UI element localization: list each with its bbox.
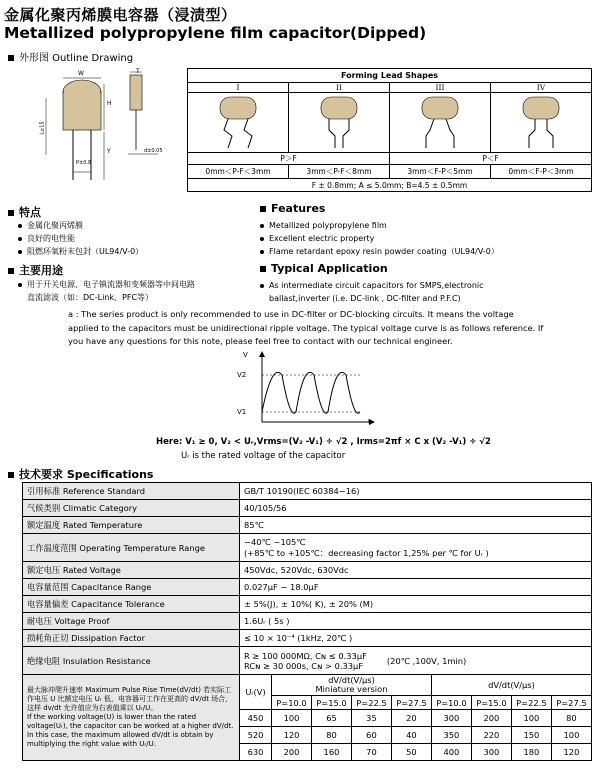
- bullet-dot-icon: [18, 237, 22, 241]
- app-en-heading: [260, 262, 388, 275]
- spec-label: 耐电压 Voltage Proof: [23, 613, 240, 630]
- dvdt-cell: 80: [311, 727, 351, 744]
- spec-label: 工作温度范围 Operating Temperature Range: [23, 534, 240, 562]
- outline-heading: [8, 49, 133, 64]
- lead-shape-iii: [390, 93, 491, 153]
- spec-label: 气候类别 Climatic Category: [23, 500, 240, 517]
- label-t: T: [136, 68, 140, 75]
- spec-label: 绝缘电阻 Insulation Resistance: [23, 647, 240, 675]
- list-item: 用于开关电源、电子镇流器和变频器等中间电路: [18, 278, 195, 291]
- wave-v-label: V: [243, 351, 248, 359]
- spec-value: 450Vdc, 520Vdc, 630Vdc: [240, 562, 592, 579]
- spec-label: 损耗角正切 Dissipation Factor: [23, 630, 240, 647]
- note-line: a : The series product is only recommended to use in DC-filter or DC-blocking circuits. It means the voltage: [68, 309, 514, 319]
- p-header: P=15.0: [311, 696, 351, 710]
- uses-cn-title: 主要用途: [19, 264, 63, 277]
- bullet-dot-icon: [260, 250, 264, 254]
- dvdt-cell: 120: [551, 744, 591, 761]
- dvdt-cell: 160: [311, 744, 351, 761]
- ur-cell: 520: [240, 727, 272, 744]
- dvdt-header: dV/dt(V/μs): [431, 675, 591, 696]
- voltage-waveform: [232, 350, 382, 430]
- spec-label: 额定电压 Rated Voltage: [23, 562, 240, 579]
- features-cn-list: [18, 219, 143, 258]
- dvdt-cell: 180: [511, 744, 551, 761]
- dvdt-cell: 300: [471, 744, 511, 761]
- ur-cell: 630: [240, 744, 272, 761]
- dvdt-cell: 60: [351, 727, 391, 744]
- p-header: P=15.0: [471, 696, 511, 710]
- dvdt-cell: 200: [272, 744, 312, 761]
- spec-value: 40/105/56: [240, 500, 592, 517]
- bullet-dot-icon: [18, 250, 22, 254]
- dvdt-cell: 120: [272, 727, 312, 744]
- title-cn: 金属化聚丙烯膜电容器（浸渍型）: [4, 6, 237, 24]
- p-header: P=10.0: [431, 696, 471, 710]
- specs-table: [22, 482, 592, 761]
- bullet-square-icon: [260, 266, 266, 272]
- specs-title-cn: 技术要求: [19, 468, 63, 481]
- lead-range: 0mm＜F-P＜3mm: [491, 165, 592, 179]
- label-d: d±0.05: [144, 148, 163, 154]
- p-header: P=27.5: [551, 696, 591, 710]
- bullet-square-icon: [8, 268, 14, 274]
- specs-heading: [8, 466, 153, 482]
- wave-v2-label: V2: [237, 371, 247, 379]
- dvdt-cell: 100: [272, 710, 312, 727]
- bullet-square-icon: [8, 210, 14, 216]
- features-cn-heading: [8, 204, 41, 220]
- dvdt-cell: 20: [391, 710, 431, 727]
- list-item: Metallized polypropylene film: [260, 219, 499, 232]
- bullet-square-icon: [8, 472, 14, 478]
- pulse-description: 最大脉冲爬升速率 Maximum Pulse Rise Time(dV/dt) 若实际工作电压 U 比额定电压 Uᵣ 低，电容器可工作在更高的 dV/dt 场合，这样 dv/dt 允许值应为右表值乘以 Uᵣ/U。 If the working voltage(U) is lower than the rated voltage(Uᵣ), the capacitor can be worked at a higher dV/dt. In this case, the maximum allowed dV/dt is obtain by multiplying the right value with Uᵣ/U.: [23, 675, 240, 761]
- dvdt-cell: 400: [431, 744, 471, 761]
- lead-range: 3mm＜F-P＜5mm: [390, 165, 491, 179]
- lead-title: Forming Lead Shapes: [188, 69, 592, 83]
- bullet-square-icon: [8, 55, 14, 61]
- wave-t-label: t: [368, 418, 371, 426]
- formula-line1: Here: V₁ ≥ 0, V₂ < Uᵣ,Vrms=(V₂ -V₁) ÷ √2 , Irms=2πf × C x (V₂ -V₁) ÷ √2: [156, 437, 491, 447]
- spec-value: R ≥ 100 000MΩ, Cɴ ≤ 0.33μF RCɴ ≥ 30 000s, Cɴ > 0.33μF (20℃ ,100V, 1min): [240, 647, 592, 675]
- title-en: Metallized polypropylene film capacitor(Dipped): [4, 24, 427, 42]
- dvdt-cell: 300: [431, 710, 471, 727]
- features-cn-title: 特点: [19, 206, 41, 219]
- specs-title-en: Specifications: [66, 468, 154, 481]
- lead-numeral: III: [390, 83, 491, 93]
- bullet-dot-icon: [260, 237, 264, 241]
- label-p: P±0.8: [76, 160, 92, 166]
- lead-shape-iv: [491, 93, 592, 153]
- list-item: Flame retardant epoxy resin powder coating（UL94/V-0）: [260, 245, 499, 258]
- ur-cell: 450: [240, 710, 272, 727]
- spec-value: 85℃: [240, 517, 592, 534]
- spec-value: GB/T 10190(IEC 60384−16): [240, 483, 592, 500]
- list-item: 良好的电性能: [18, 232, 143, 245]
- note-line: you have any questions for this note, please feel free to contact with our technical engineer.: [68, 336, 453, 346]
- dvdt-cell: 70: [351, 744, 391, 761]
- features-en-title: Features: [271, 202, 326, 215]
- bullet-square-icon: [260, 206, 266, 212]
- p-header: P=22.5: [511, 696, 551, 710]
- lead-shapes-table: [187, 68, 592, 192]
- list-item: As intermediate circuit capacitors for SMPS,electronic: [260, 279, 484, 292]
- dvdt-cell: 150: [511, 727, 551, 744]
- p-header: P=22.5: [351, 696, 391, 710]
- p-header: P=10.0: [272, 696, 312, 710]
- list-item: Excellent electric property: [260, 232, 499, 245]
- label-w: W: [78, 70, 84, 77]
- lead-pf-left: P＞F: [188, 153, 390, 165]
- dvdt-cell: 35: [351, 710, 391, 727]
- wave-v1-label: V1: [237, 408, 247, 416]
- dvdt-mini-header: dV/dt(V/μs) Miniature version: [272, 675, 432, 696]
- spec-value: ≤ 10 × 10⁻⁴ (1kHz, 20℃ ): [240, 630, 592, 647]
- lead-numeral: II: [289, 83, 390, 93]
- spec-value: 0.027μF − 18.0μF: [240, 579, 592, 596]
- uses-cn-heading: [8, 262, 63, 278]
- formula-line2: Uᵣ is the rated voltage of the capacitor: [181, 451, 346, 461]
- list-item: ballast,inverter (i.e. DC-link , DC-filter and P.F.C): [269, 294, 461, 303]
- spec-label: 引用标准 Reference Standard: [23, 483, 240, 500]
- lead-note: F ± 0.8mm; A ≤ 5.0mm; B=4.5 ± 0.5mm: [188, 179, 592, 192]
- app-en-title: Typical Application: [271, 262, 388, 275]
- dvdt-cell: 350: [431, 727, 471, 744]
- lead-pf-right: P＜F: [390, 153, 592, 165]
- dvdt-cell: 80: [551, 710, 591, 727]
- label-h: H: [107, 100, 112, 107]
- lead-range: 0mm＜P-F＜3mm: [188, 165, 289, 179]
- dvdt-cell: 100: [511, 710, 551, 727]
- dvdt-cell: 65: [311, 710, 351, 727]
- spec-value: 1.6Uᵣ ( 5s ): [240, 613, 592, 630]
- lead-numeral: I: [188, 83, 289, 93]
- p-header: P=27.5: [391, 696, 431, 710]
- lead-range: 3mm＜P-F＜8mm: [289, 165, 390, 179]
- app-en-list: [260, 279, 484, 305]
- lead-numeral: IV: [491, 83, 592, 93]
- spec-label: 电容量偏差 Capacitance Tolerance: [23, 596, 240, 613]
- note-line: applied to the capacitors must be unidirectional ripple voltage. The typical voltage curve is as follows reference. If: [68, 322, 544, 333]
- list-item: 直流滤波（如：DC-Link、PFC等）: [27, 293, 154, 302]
- features-en-list: [260, 219, 499, 258]
- outline-drawing: [38, 70, 168, 195]
- bullet-dot-icon: [18, 224, 22, 228]
- bullet-dot-icon: [18, 283, 22, 287]
- bullet-dot-icon: [260, 284, 264, 288]
- ur-header: Uᵣ(V): [240, 675, 272, 710]
- uses-cn-list: [18, 278, 195, 304]
- dvdt-cell: 200: [471, 710, 511, 727]
- list-item: 金属化聚丙烯膜: [18, 219, 143, 232]
- spec-value: ± 5%(J), ± 10%( K), ± 20% (M): [240, 596, 592, 613]
- features-en-heading: [260, 202, 325, 215]
- usage-note: [68, 308, 593, 349]
- spec-value: −40℃ ~105℃ (+85℃ to +105℃：decreasing factor 1,25% per ℃ for Uᵣ ): [240, 534, 592, 562]
- dvdt-cell: 50: [391, 744, 431, 761]
- lead-shape-i: [188, 93, 289, 153]
- outline-label: 外形图 Outline Drawing: [19, 53, 134, 64]
- dvdt-cell: 40: [391, 727, 431, 744]
- dvdt-cell: 100: [551, 727, 591, 744]
- spec-label: 电容量范围 Capacitance Range: [23, 579, 240, 596]
- bullet-dot-icon: [260, 224, 264, 228]
- label-l: L≥15: [39, 121, 46, 135]
- label-y: Y: [107, 148, 111, 155]
- spec-label: 额定温度 Rated Temperature: [23, 517, 240, 534]
- dvdt-cell: 220: [471, 727, 511, 744]
- list-item: 阻燃环氧粉末包封（UL94/V-0）: [18, 245, 143, 258]
- lead-shape-ii: [289, 93, 390, 153]
